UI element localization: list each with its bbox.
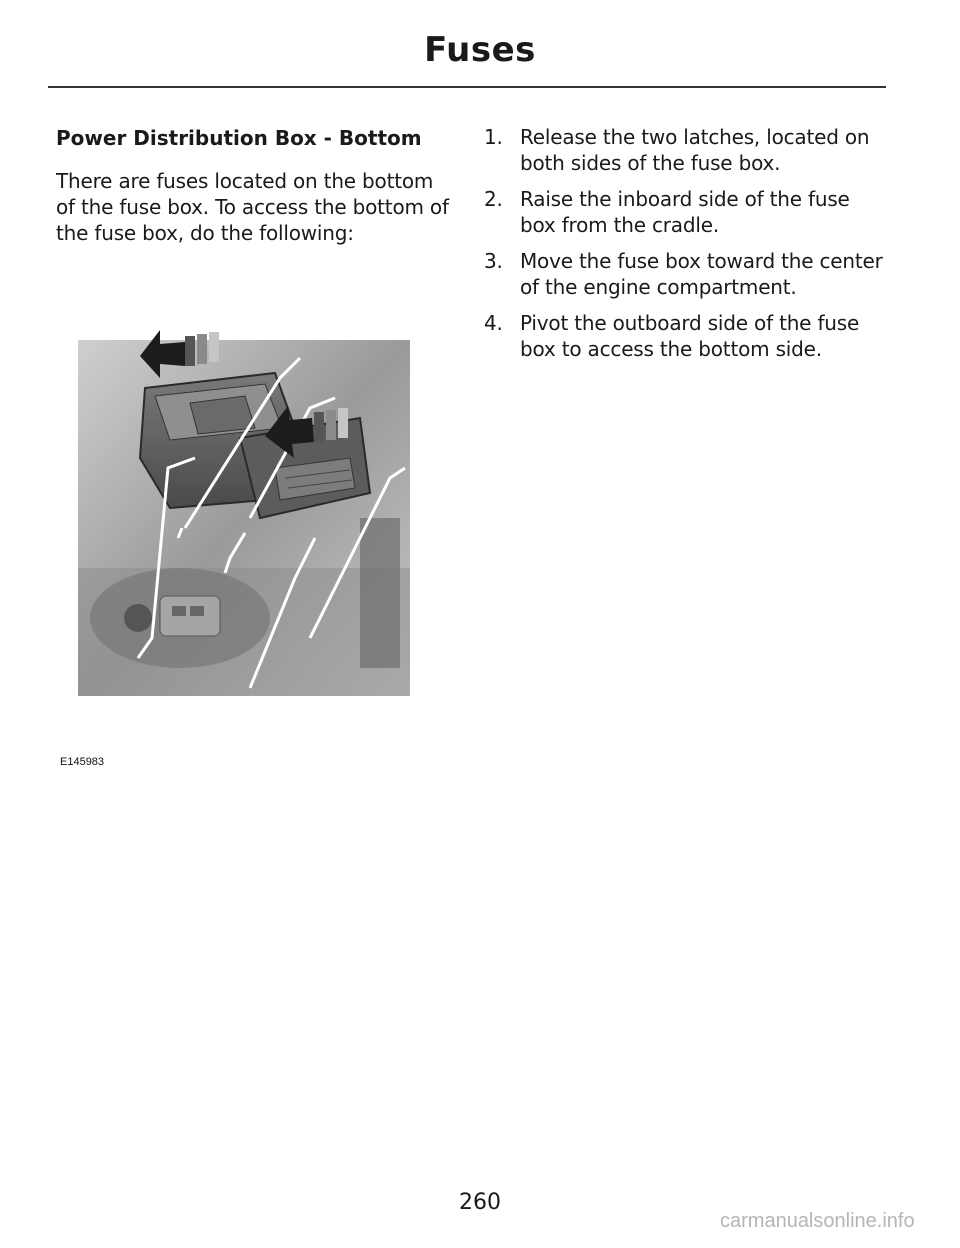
step-item bbox=[484, 186, 884, 238]
step-item bbox=[484, 310, 884, 362]
step-number: 3. bbox=[484, 249, 503, 273]
title-divider bbox=[48, 86, 886, 88]
step-item bbox=[484, 124, 884, 176]
step-item bbox=[484, 248, 884, 300]
step-text: Move the fuse box toward the center of the engine compartment. bbox=[520, 249, 883, 299]
intro-paragraph: There are fuses located on the bottom of the fuse box. To access the bottom of the fuse box, do the following: bbox=[56, 169, 449, 245]
left-column bbox=[56, 124, 456, 246]
step-number: 4. bbox=[484, 311, 503, 335]
fuse-box-illustration bbox=[60, 318, 420, 718]
step-number: 2. bbox=[484, 187, 503, 211]
right-column bbox=[484, 124, 884, 372]
steps-list bbox=[484, 124, 884, 362]
figure-code: E145983 bbox=[60, 756, 105, 768]
watermark: carmanualsonline.info bbox=[720, 1210, 915, 1232]
step-text: Pivot the outboard side of the fuse box to access the bottom side. bbox=[520, 311, 860, 361]
step-text: Raise the inboard side of the fuse box from the cradle. bbox=[520, 187, 850, 237]
page-title: Fuses bbox=[424, 30, 536, 70]
step-number: 1. bbox=[484, 125, 503, 149]
step-text: Release the two latches, located on both sides of the fuse box. bbox=[520, 125, 870, 175]
section-heading: Power Distribution Box - Bottom bbox=[56, 126, 422, 150]
page-number: 260 bbox=[459, 1190, 501, 1215]
